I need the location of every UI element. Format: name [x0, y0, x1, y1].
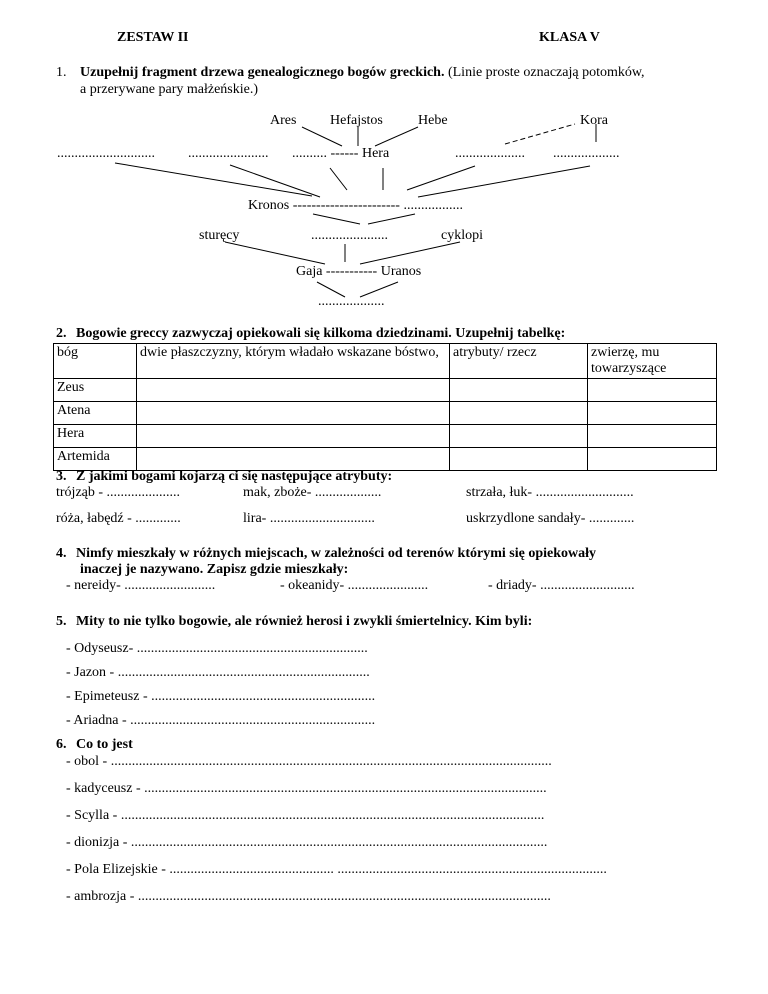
tree-cyklopi: cyklopi: [441, 228, 483, 243]
row-god-name: Atena: [54, 402, 137, 425]
q5-heading: [56, 614, 532, 630]
answer-cell[interactable]: [450, 379, 588, 402]
tree-hebe: Hebe: [418, 113, 448, 128]
q3-heading: [56, 469, 392, 485]
q5-item-epimeteusz: - Epimeteusz - ................................................................: [66, 689, 376, 704]
tree-kora: Kora: [580, 113, 608, 128]
q3-item-mak: mak, zboże- ...................: [243, 485, 382, 500]
table-row: [54, 402, 717, 425]
row-god-name: Artemida: [54, 448, 137, 471]
q3-number: 3.: [56, 469, 67, 484]
q5-title: Mity to nie tylko bogowie, ale również herosi i zwykli śmiertelnicy. Kim byli:: [76, 614, 533, 629]
tree-blank-5: ...................: [553, 146, 620, 161]
answer-cell[interactable]: [588, 425, 717, 448]
tree-sturecy: sturęcy: [199, 228, 240, 243]
table-row: [54, 379, 717, 402]
tree-mid-blank: ......................: [311, 228, 388, 243]
q3-item-trojzab: trójząb - .....................: [56, 485, 181, 500]
tree-bottom-blank: ...................: [318, 294, 385, 309]
col-header-attributes: atrybuty/ rzecz: [450, 344, 588, 379]
q6-item-scylla: - Scylla - .........................................................................................................................: [66, 808, 545, 823]
q1-note-2: a przerywane pary małżeńskie.): [80, 82, 259, 97]
table-row: [54, 448, 717, 471]
answer-cell[interactable]: [588, 379, 717, 402]
q4-title-1: Nimfy mieszkały w różnych miejscach, w zależności od terenów którymi się opiekowały: [76, 546, 596, 561]
q6-title: Co to jest: [76, 737, 133, 752]
q1-number: 1.: [56, 65, 67, 80]
row-god-name: Hera: [54, 425, 137, 448]
answer-cell[interactable]: [588, 448, 717, 471]
answer-cell[interactable]: [137, 402, 450, 425]
q5-item-ariadna: - Ariadna - ......................................................................: [66, 713, 376, 728]
q4-heading: [56, 546, 596, 562]
header-left: ZESTAW II: [117, 30, 189, 45]
q1-title: Uzupełnij fragment drzewa genealogicznego bogów greckich.: [80, 65, 445, 80]
q2-heading: [56, 326, 565, 342]
answer-cell[interactable]: [588, 402, 717, 425]
q5-number: 5.: [56, 614, 67, 629]
q4-item-nereidy: - nereidy- ..........................: [66, 578, 216, 593]
q6-item-pola-elizejskie: - Pola Elizejskie - ............................................... .............................................................................: [66, 862, 607, 877]
q3-item-lira: lira- ..............................: [243, 511, 375, 526]
answer-cell[interactable]: [137, 448, 450, 471]
gods-table: [53, 343, 717, 471]
tree-gaja-uranos: Gaja ----------- Uranos: [296, 264, 422, 279]
tree-blank-1: ............................: [57, 146, 155, 161]
answer-cell[interactable]: [450, 425, 588, 448]
answer-cell[interactable]: [450, 402, 588, 425]
row-god-name: Zeus: [54, 379, 137, 402]
q3-item-roza: róża, łabędź - .............: [56, 511, 181, 526]
tree-kronos: Kronos ----------------------- .................: [248, 198, 463, 213]
q4-title-2: inaczej je nazywano. Zapisz gdzie mieszkały:: [80, 562, 349, 577]
tree-blank-4: ....................: [455, 146, 525, 161]
table-row: [54, 425, 717, 448]
q4-item-driady: - driady- ...........................: [488, 578, 635, 593]
q1-note-1: (Linie proste oznaczają potomków,: [447, 65, 645, 80]
q2-title: Bogowie greccy zazwyczaj opiekowali się kilkoma dziedzinami. Uzupełnij tabelkę:: [76, 326, 566, 341]
tree-blank-3: .......... ------ Hera: [292, 146, 390, 161]
col-header-animal: zwierzę, mu towarzyszące: [588, 344, 717, 379]
q6-item-obol: - obol - ..............................................................................................................................: [66, 754, 552, 769]
q6-heading: [56, 737, 133, 753]
q3-title: Z jakimi bogami kojarzą ci się następujące atrybuty:: [76, 469, 393, 484]
tree-blank-2: .......................: [188, 146, 269, 161]
q6-number: 6.: [56, 737, 67, 752]
q2-number: 2.: [56, 326, 67, 341]
table-header-row: [54, 344, 717, 379]
q6-item-ambrozja: - ambrozja - ......................................................................................................................: [66, 889, 551, 904]
col-header-domains: dwie płaszczyzny, którym władało wskazane bóstwo,: [137, 344, 450, 379]
q4-item-okeanidy: - okeanidy- .......................: [280, 578, 429, 593]
answer-cell[interactable]: [137, 425, 450, 448]
tree-hefajstos: Hefajstos: [330, 113, 383, 128]
col-header-god: bóg: [54, 344, 137, 379]
q3-item-sandaly: uskrzydlone sandały- .............: [466, 511, 635, 526]
tree-ares: Ares: [270, 113, 297, 128]
q5-item-jazon: - Jazon - ........................................................................: [66, 665, 370, 680]
q6-item-kadyceusz: - kadyceusz - ...................................................................................................................: [66, 781, 547, 796]
q6-item-dionizja: - dionizja - .......................................................................................................................: [66, 835, 548, 850]
answer-cell[interactable]: [450, 448, 588, 471]
header-right: KLASA V: [539, 30, 600, 45]
answer-cell[interactable]: [137, 379, 450, 402]
q3-item-strzala: strzała, łuk- ............................: [466, 485, 634, 500]
q4-number: 4.: [56, 546, 67, 561]
q5-item-odyseusz: - Odyseusz- ..................................................................: [66, 641, 368, 656]
